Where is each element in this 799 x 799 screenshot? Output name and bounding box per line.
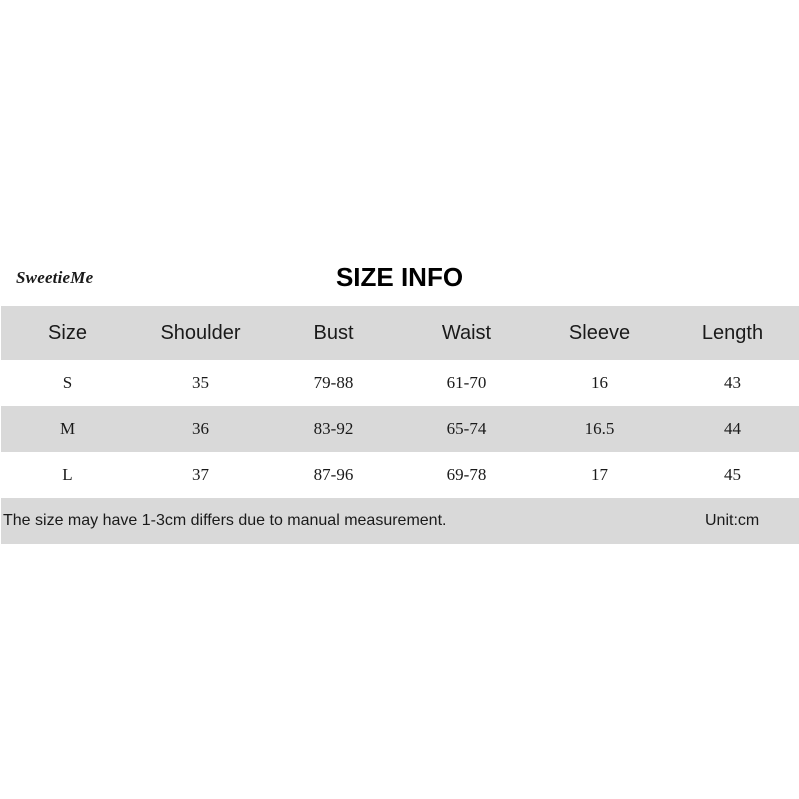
cell-length: 45 [724,465,741,484]
page-title: SIZE INFO [335,262,464,292]
cell-shoulder: 37 [192,465,209,484]
cell-shoulder: 36 [192,419,209,438]
table-row [1,406,799,452]
cell-size: S [62,373,73,392]
table-footer [1,498,799,544]
cell-waist: 69-78 [446,465,487,484]
cell-waist: 65-74 [446,419,487,438]
cell-size: L [62,465,73,484]
size-table [1,306,799,498]
header-bust: Bust [313,321,354,344]
table-row [1,452,799,498]
table-row [1,360,799,406]
table-header-row [1,306,799,360]
cell-sleeve: 17 [591,465,608,484]
cell-shoulder: 35 [192,373,209,392]
cell-length: 43 [724,373,741,392]
cell-length: 44 [724,419,741,438]
measurement-note: The size may have 1-3cm differs due to manual measurement. [3,512,447,529]
unit-label: Unit:cm [705,512,760,529]
cell-bust: 79-88 [313,373,354,392]
cell-sleeve: 16 [591,373,608,392]
header-sleeve: Sleeve [568,321,631,344]
header-shoulder: Shoulder [160,321,241,344]
header-length: Length [701,321,764,344]
header-waist: Waist [441,321,492,344]
header-size: Size [48,321,87,344]
cell-sleeve: 16.5 [584,419,615,438]
brand-logo: SweetieMe [16,268,94,287]
cell-waist: 61-70 [446,373,487,392]
cell-bust: 83-92 [313,419,354,438]
cell-size: M [59,419,76,438]
cell-bust: 87-96 [313,465,354,484]
